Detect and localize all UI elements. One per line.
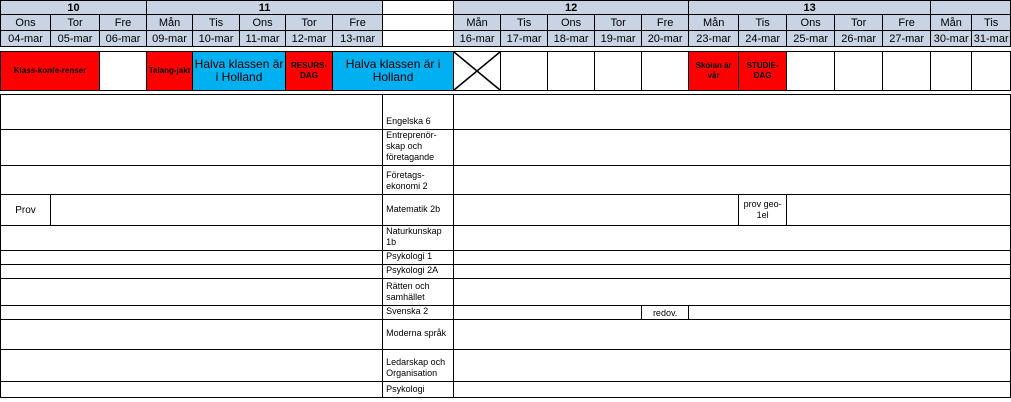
subject-label: Entreprenör-skap och företagande <box>383 130 454 166</box>
note-prov-geo: prov geo-1el <box>739 195 787 226</box>
subject-empty <box>454 320 1011 350</box>
subject-empty <box>689 306 1011 320</box>
subject-row <box>1 195 1011 226</box>
event-empty <box>931 52 972 91</box>
event-talangjakt: Talang-jakt <box>147 52 193 91</box>
subject-label: Psykologi 1 <box>383 251 454 265</box>
date-cell: 30-mar <box>931 31 972 47</box>
day-cell: Fre <box>883 15 931 31</box>
day-cell: Mån <box>931 15 972 31</box>
date-cell: 20-mar <box>642 31 689 47</box>
date-cell: 19-mar <box>595 31 642 47</box>
day-cell: Tor <box>286 15 333 31</box>
day-cell: Fre <box>642 15 689 31</box>
date-cell: 13-mar <box>333 31 383 47</box>
subject-empty <box>454 95 1011 130</box>
subject-label: Psykologi <box>383 382 454 398</box>
event-empty <box>642 52 689 91</box>
subject-label: Naturkunskap 1b <box>383 226 454 251</box>
subject-empty <box>787 195 1011 226</box>
subject-row <box>1 306 1011 320</box>
day-cell: Ons <box>787 15 835 31</box>
event-empty <box>595 52 642 91</box>
subject-label: Företags-ekonomi 2 <box>383 166 454 195</box>
subject-empty <box>454 251 1011 265</box>
date-cell: 24-mar <box>739 31 787 47</box>
subject-label: Moderna språk <box>383 320 454 350</box>
event-empty <box>501 52 548 91</box>
day-cell: Mån <box>147 15 193 31</box>
subject-label: Matematik 2b <box>383 195 454 226</box>
day-cell: Tis <box>739 15 787 31</box>
week-header: 12 <box>454 1 689 15</box>
subject-label: Rätten och samhället <box>383 279 454 306</box>
subject-empty <box>454 166 1011 195</box>
subject-empty <box>454 279 1011 306</box>
day-cell: Tor <box>595 15 642 31</box>
week-header-empty <box>931 1 1011 15</box>
subject-empty <box>454 265 1011 279</box>
event-halva-klassen-holland: Halva klassen är i Holland <box>333 52 454 91</box>
day-gap <box>383 15 454 31</box>
date-cell: 31-mar <box>972 31 1011 47</box>
day-cell: Mån <box>454 15 501 31</box>
subject-empty <box>454 226 1011 251</box>
note-prov: Prov <box>1 195 51 226</box>
day-cell: Tis <box>193 15 240 31</box>
subject-row <box>1 226 1011 251</box>
subject-row <box>1 279 1011 306</box>
subject-empty <box>1 279 383 306</box>
subject-row <box>1 320 1011 350</box>
day-cell: Tor <box>835 15 883 31</box>
day-cell: Tor <box>51 15 100 31</box>
subject-empty <box>454 350 1011 382</box>
subject-label: Engelska 6 <box>383 95 454 130</box>
event-skolan-ar-var: Skolan är vår <box>689 52 739 91</box>
subject-empty <box>1 226 383 251</box>
event-halva-klassen-holland: Halva klassen är i Holland <box>193 52 286 91</box>
event-empty <box>972 52 1011 91</box>
date-cell: 27-mar <box>883 31 931 47</box>
day-cell: Mån <box>689 15 739 31</box>
subject-row <box>1 130 1011 166</box>
subject-row <box>1 166 1011 195</box>
cross-icon <box>454 52 500 90</box>
day-row <box>1 15 1011 31</box>
subject-empty <box>454 130 1011 166</box>
subject-empty <box>454 382 1011 398</box>
subject-empty <box>454 195 739 226</box>
subject-empty <box>1 382 383 398</box>
subject-row <box>1 382 1011 398</box>
week-header: 10 <box>1 1 147 15</box>
event-studiedag: STUDIE-DAG <box>739 52 787 91</box>
subject-row <box>1 265 1011 279</box>
date-cell: 04-mar <box>1 31 51 47</box>
date-cell: 23-mar <box>689 31 739 47</box>
crossed-out-cell <box>454 52 501 91</box>
date-cell: 25-mar <box>787 31 835 47</box>
day-cell: Tis <box>972 15 1011 31</box>
day-cell: Fre <box>100 15 147 31</box>
subject-empty <box>1 350 383 382</box>
event-empty <box>548 52 595 91</box>
date-cell: 26-mar <box>835 31 883 47</box>
date-cell: 05-mar <box>51 31 100 47</box>
event-resursdag: RESURS-DAG <box>286 52 333 91</box>
subject-empty <box>51 195 383 226</box>
subject-empty <box>1 306 383 320</box>
week-header: 13 <box>689 1 931 15</box>
subject-empty <box>1 320 383 350</box>
subject-empty <box>454 306 642 320</box>
subject-row <box>1 251 1011 265</box>
subject-empty <box>1 265 383 279</box>
date-cell: 10-mar <box>193 31 240 47</box>
subject-empty <box>1 251 383 265</box>
subject-empty <box>1 166 383 195</box>
events-row <box>1 52 1011 91</box>
day-cell: Ons <box>1 15 51 31</box>
date-cell: 09-mar <box>147 31 193 47</box>
week-header: 11 <box>147 1 383 15</box>
day-cell: Ons <box>548 15 595 31</box>
date-cell: 06-mar <box>100 31 147 47</box>
date-cell: 16-mar <box>454 31 501 47</box>
subject-label: Ledarskap och Organisation <box>383 350 454 382</box>
week-gap <box>383 1 454 15</box>
event-klasskonferenser: Klass-konfe-renser <box>1 52 100 91</box>
subject-empty <box>1 130 383 166</box>
day-cell: Ons <box>240 15 286 31</box>
week-row <box>1 1 1011 15</box>
day-cell: Fre <box>333 15 383 31</box>
event-empty <box>100 52 147 91</box>
date-cell: 17-mar <box>501 31 548 47</box>
subject-row <box>1 95 1011 130</box>
subject-empty <box>1 95 383 130</box>
day-cell: Tis <box>501 15 548 31</box>
date-cell: 12-mar <box>286 31 333 47</box>
event-empty <box>883 52 931 91</box>
date-cell: 18-mar <box>548 31 595 47</box>
note-redov: redov. <box>642 306 689 320</box>
event-empty <box>787 52 835 91</box>
date-cell: 11-mar <box>240 31 286 47</box>
subject-label: Svenska 2 <box>383 306 454 320</box>
subject-label: Psykologi 2A <box>383 265 454 279</box>
date-row <box>1 31 1011 47</box>
subject-row <box>1 350 1011 382</box>
event-empty <box>835 52 883 91</box>
date-gap <box>383 31 454 47</box>
